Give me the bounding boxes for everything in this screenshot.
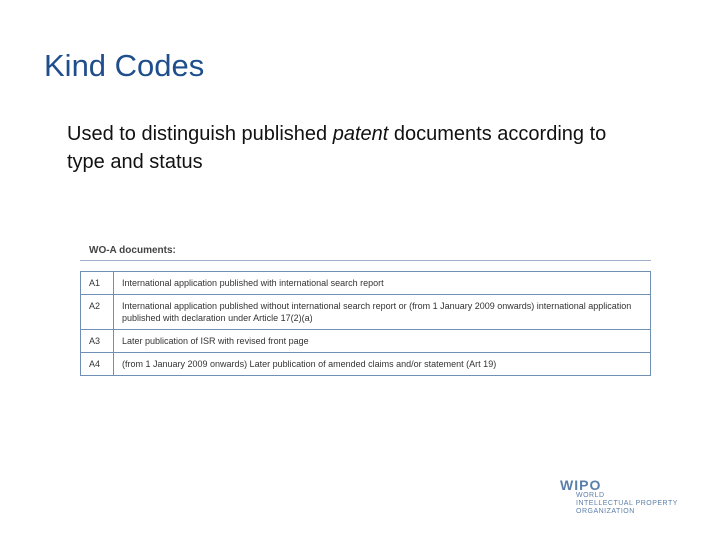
kind-code-cell: A3	[81, 330, 114, 353]
table-row	[81, 330, 651, 353]
wipo-logo-line-3: ORGANIZATION	[576, 508, 635, 515]
wipo-logo-line-1: WORLD	[576, 492, 605, 499]
kind-code-cell: A1	[81, 272, 114, 295]
body-text-italic: patent	[332, 123, 389, 145]
kind-codes-table	[80, 271, 651, 376]
table-caption: WO-A documents:	[89, 245, 176, 256]
wipo-logo-line-2: INTELLECTUAL PROPERTY	[576, 500, 678, 507]
kind-code-cell: A2	[81, 295, 114, 330]
slide-title: Kind Codes	[44, 48, 205, 83]
description-cell: (from 1 January 2009 onwards) Later publication of amended claims and/or statement (Art 19)	[114, 353, 651, 376]
description-cell: International application published without international search report or (from 1 January 2009 onwards) international application published with declaration under Article 17(2)(a)	[114, 295, 651, 330]
wipo-logo	[560, 478, 700, 516]
slide-body-text	[67, 120, 627, 176]
description-cell: International application published with international search report	[114, 272, 651, 295]
table-row	[81, 272, 651, 295]
table-row	[81, 353, 651, 376]
kind-code-cell: A4	[81, 353, 114, 376]
body-text-start: Used to distinguish published	[67, 123, 333, 145]
description-cell: Later publication of ISR with revised front page	[114, 330, 651, 353]
wipo-logo-mark: WIPO	[560, 477, 602, 493]
table-row	[81, 295, 651, 330]
body-text-end: documents according to type and status	[67, 123, 607, 173]
caption-divider	[80, 260, 651, 261]
wo-a-documents-table	[80, 244, 651, 376]
